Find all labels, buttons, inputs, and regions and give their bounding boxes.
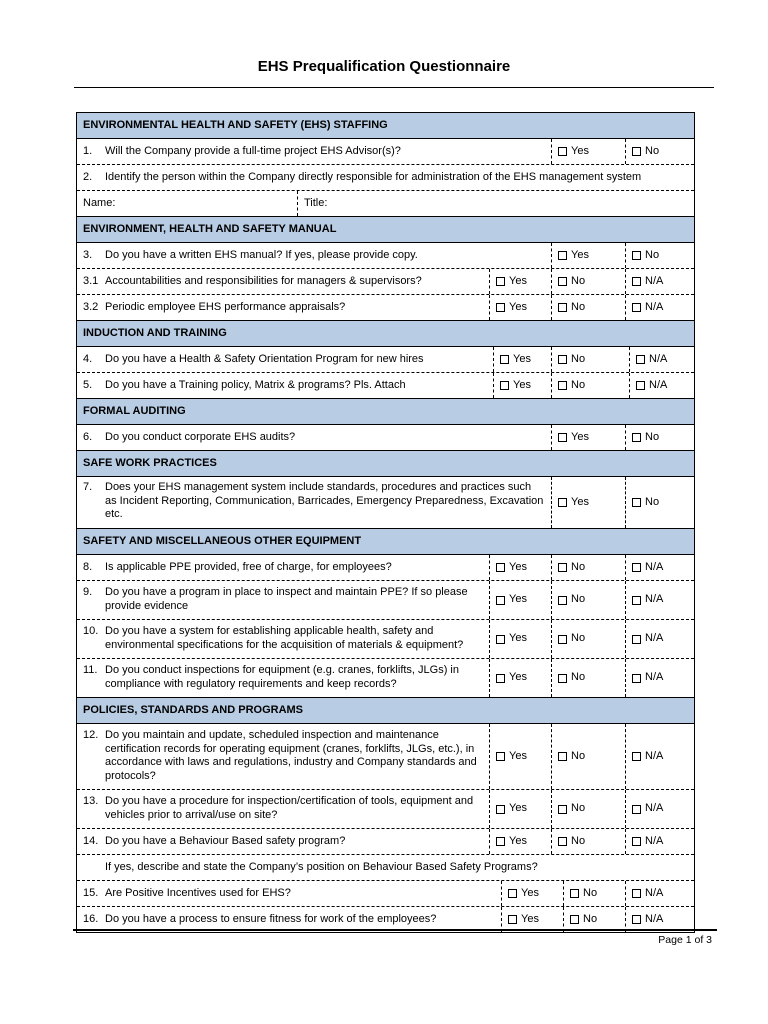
option-no[interactable]: No bbox=[563, 881, 625, 906]
option-no[interactable]: No bbox=[625, 139, 694, 164]
question-row-3 bbox=[77, 243, 694, 269]
option-no[interactable]: No bbox=[563, 907, 625, 932]
question-text: Will the Company provide a full-time project EHS Advisor(s)? bbox=[105, 144, 401, 157]
checkbox-na[interactable] bbox=[632, 277, 641, 286]
question-row-3-2 bbox=[77, 295, 694, 321]
title-field[interactable]: Title: bbox=[297, 191, 694, 216]
question-number: 10. bbox=[83, 625, 99, 637]
question-text: Do you conduct corporate EHS audits? bbox=[105, 430, 296, 443]
checkbox-no[interactable] bbox=[558, 805, 567, 814]
option-no[interactable]: No bbox=[551, 373, 629, 398]
question-number: 4. bbox=[83, 352, 93, 365]
question-text: Accountabilities and responsibilities for managers & supervisors? bbox=[105, 274, 422, 287]
question-row-14-note bbox=[77, 855, 694, 881]
questionnaire-table bbox=[76, 112, 695, 933]
checkbox-na[interactable] bbox=[632, 674, 641, 683]
option-yes[interactable]: Yes bbox=[489, 581, 551, 619]
section-title: POLICIES, STANDARDS AND PROGRAMS bbox=[83, 703, 304, 716]
option-yes[interactable]: Yes bbox=[551, 425, 625, 450]
option-no[interactable]: No bbox=[625, 243, 694, 268]
question-text: Do you have a written EHS manual? If yes, please provide copy. bbox=[105, 248, 418, 261]
checkbox-na[interactable] bbox=[632, 837, 641, 846]
checkbox-yes[interactable] bbox=[500, 381, 509, 390]
section-title: ENVIRONMENTAL HEALTH AND SAFETY (EHS) STAFFING bbox=[83, 118, 388, 131]
option-na[interactable]: N/A bbox=[625, 907, 694, 932]
question-row-10 bbox=[77, 620, 694, 659]
option-yes[interactable]: Yes bbox=[551, 477, 625, 528]
checkbox-na[interactable] bbox=[632, 805, 641, 814]
name-field[interactable]: Name: bbox=[83, 196, 116, 209]
checkbox-na[interactable] bbox=[636, 355, 645, 364]
question-text: If yes, describe and state the Company’s position on Behaviour Based Safety Programs? bbox=[105, 860, 538, 873]
option-na[interactable]: N/A bbox=[625, 829, 694, 854]
checkbox-no[interactable] bbox=[558, 563, 567, 572]
checkbox-yes[interactable] bbox=[508, 889, 517, 898]
checkbox-yes[interactable] bbox=[496, 635, 505, 644]
option-na[interactable]: N/A bbox=[625, 620, 694, 658]
option-na[interactable]: N/A bbox=[625, 269, 694, 294]
section-title: ENVIRONMENT, HEALTH AND SAFETY MANUAL bbox=[83, 222, 337, 235]
checkbox-na[interactable] bbox=[632, 303, 641, 312]
checkbox-yes[interactable] bbox=[496, 277, 505, 286]
option-no[interactable]: No bbox=[551, 829, 625, 854]
option-na[interactable]: N/A bbox=[629, 347, 694, 372]
option-yes[interactable]: Yes bbox=[551, 243, 625, 268]
checkbox-yes[interactable] bbox=[508, 915, 517, 924]
checkbox-no[interactable] bbox=[632, 433, 641, 442]
checkbox-na[interactable] bbox=[636, 381, 645, 390]
option-yes[interactable]: Yes bbox=[489, 295, 551, 320]
checkbox-no[interactable] bbox=[558, 277, 567, 286]
checkbox-no[interactable] bbox=[558, 355, 567, 364]
section-title: SAFETY AND MISCELLANEOUS OTHER EQUIPMENT bbox=[83, 534, 362, 547]
question-text: Do you conduct inspections for equipment (e.g. cranes, forklifts, JLGs) in compliance with regulatory requirements and keep records? bbox=[105, 664, 459, 690]
question-row-8 bbox=[77, 555, 694, 581]
checkbox-yes[interactable] bbox=[500, 355, 509, 364]
question-text: Do you have a procedure for inspection/certification of tools, equipment and vehicles prior to arrival/use on site? bbox=[105, 795, 474, 821]
question-text: Identify the person within the Company directly responsible for administration of the EHS management system bbox=[105, 170, 642, 183]
question-number: 2. bbox=[83, 170, 93, 183]
section-header-manual bbox=[77, 217, 694, 243]
question-number: 11. bbox=[83, 664, 98, 676]
question-number: 9. bbox=[83, 586, 93, 598]
option-no[interactable]: No bbox=[551, 790, 625, 828]
question-text: Do you have a process to ensure fitness for work of the employees? bbox=[105, 912, 437, 925]
question-number: 1. bbox=[83, 144, 93, 157]
question-number: 8. bbox=[83, 560, 93, 573]
option-no[interactable]: No bbox=[551, 269, 625, 294]
option-no[interactable]: No bbox=[551, 347, 629, 372]
checkbox-na[interactable] bbox=[632, 889, 641, 898]
question-row-11 bbox=[77, 659, 694, 698]
option-yes[interactable]: Yes bbox=[489, 659, 551, 697]
section-header-equipment bbox=[77, 529, 694, 555]
option-yes[interactable]: Yes bbox=[493, 347, 551, 372]
checkbox-no[interactable] bbox=[632, 147, 641, 156]
option-yes[interactable]: Yes bbox=[501, 907, 563, 932]
section-title: SAFE WORK PRACTICES bbox=[83, 456, 217, 469]
checkbox-no[interactable] bbox=[558, 752, 567, 761]
option-no[interactable]: No bbox=[551, 581, 625, 619]
question-row-13 bbox=[77, 790, 694, 829]
footer-rule bbox=[73, 929, 717, 931]
question-number: 6. bbox=[83, 430, 93, 443]
option-no[interactable]: No bbox=[551, 724, 625, 789]
option-no[interactable]: No bbox=[551, 620, 625, 658]
section-header-auditing bbox=[77, 399, 694, 425]
checkbox-yes[interactable] bbox=[558, 498, 567, 507]
option-yes[interactable]: Yes bbox=[489, 269, 551, 294]
option-na[interactable]: N/A bbox=[625, 295, 694, 320]
checkbox-yes[interactable] bbox=[496, 563, 505, 572]
name-title-row bbox=[77, 191, 694, 217]
question-text: Do you have a Health & Safety Orientation Program for new hires bbox=[105, 352, 424, 365]
question-row-9 bbox=[77, 581, 694, 620]
option-yes[interactable]: Yes bbox=[489, 790, 551, 828]
checkbox-no[interactable] bbox=[632, 498, 641, 507]
question-text: Do you have a Behaviour Based safety program? bbox=[105, 834, 346, 847]
option-na[interactable]: N/A bbox=[625, 881, 694, 906]
checkbox-no[interactable] bbox=[570, 915, 579, 924]
question-number: 7. bbox=[83, 481, 93, 493]
checkbox-no[interactable] bbox=[558, 674, 567, 683]
section-header-policies bbox=[77, 698, 694, 724]
option-no[interactable]: No bbox=[551, 295, 625, 320]
option-no[interactable]: No bbox=[551, 659, 625, 697]
question-row-12 bbox=[77, 724, 694, 790]
checkbox-no[interactable] bbox=[558, 837, 567, 846]
checkbox-no[interactable] bbox=[558, 303, 567, 312]
option-yes[interactable]: Yes bbox=[493, 373, 551, 398]
question-number: 3. bbox=[83, 248, 93, 261]
question-text: Do you have a Training policy, Matrix & programs? Pls. Attach bbox=[105, 378, 406, 391]
question-row-15 bbox=[77, 881, 694, 907]
option-na[interactable]: N/A bbox=[629, 373, 694, 398]
question-text: Does your EHS management system include standards, procedures and practices such as Incident Reporting, Communication, Barricades, Emergency Preparedness, Excavation etc. bbox=[105, 481, 544, 520]
checkbox-yes[interactable] bbox=[496, 596, 505, 605]
checkbox-no[interactable] bbox=[632, 251, 641, 260]
checkbox-no[interactable] bbox=[558, 635, 567, 644]
checkbox-yes[interactable] bbox=[496, 303, 505, 312]
section-header-induction bbox=[77, 321, 694, 347]
header-rule bbox=[74, 87, 714, 88]
question-number: 12. bbox=[83, 729, 99, 741]
question-number: 5. bbox=[83, 378, 93, 391]
option-na[interactable]: N/A bbox=[625, 724, 694, 789]
option-no[interactable]: No bbox=[625, 425, 694, 450]
checkbox-no[interactable] bbox=[570, 889, 579, 898]
question-row-1 bbox=[77, 139, 694, 165]
question-row-5 bbox=[77, 373, 694, 399]
question-row-6 bbox=[77, 425, 694, 451]
option-yes[interactable]: Yes bbox=[489, 829, 551, 854]
question-text: Is applicable PPE provided, free of charge, for employees? bbox=[105, 560, 392, 573]
question-row-2 bbox=[77, 165, 694, 191]
question-text: Do you have a program in place to inspect and maintain PPE? If so please provide evidence bbox=[105, 586, 468, 612]
option-yes[interactable]: Yes bbox=[489, 724, 551, 789]
question-number: 3.2 bbox=[83, 300, 99, 313]
option-na[interactable]: N/A bbox=[625, 790, 694, 828]
option-yes[interactable]: Yes bbox=[489, 555, 551, 580]
checkbox-na[interactable] bbox=[632, 563, 641, 572]
checkbox-yes[interactable] bbox=[496, 752, 505, 761]
question-text: Periodic employee EHS performance appraisals? bbox=[105, 300, 346, 313]
question-number: 13. bbox=[83, 795, 99, 807]
option-na[interactable]: N/A bbox=[625, 581, 694, 619]
question-number: 14. bbox=[83, 834, 99, 847]
option-yes[interactable]: Yes bbox=[501, 881, 563, 906]
checkbox-na[interactable] bbox=[632, 635, 641, 644]
question-row-14 bbox=[77, 829, 694, 855]
question-row-4 bbox=[77, 347, 694, 373]
checkbox-no[interactable] bbox=[558, 596, 567, 605]
checkbox-no[interactable] bbox=[558, 381, 567, 390]
section-header-staffing bbox=[77, 113, 694, 139]
section-title: INDUCTION AND TRAINING bbox=[83, 326, 227, 339]
option-yes[interactable]: Yes bbox=[489, 620, 551, 658]
question-text: Are Positive Incentives used for EHS? bbox=[105, 886, 291, 899]
option-na[interactable]: N/A bbox=[625, 555, 694, 580]
question-row-3-1 bbox=[77, 269, 694, 295]
checkbox-yes[interactable] bbox=[558, 147, 567, 156]
checkbox-na[interactable] bbox=[632, 752, 641, 761]
checkbox-yes[interactable] bbox=[558, 433, 567, 442]
question-number: 15. bbox=[83, 886, 99, 899]
question-number: 3.1 bbox=[83, 274, 99, 287]
page-number: Page 1 of 3 bbox=[658, 934, 712, 946]
question-row-7 bbox=[77, 477, 694, 529]
checkbox-yes[interactable] bbox=[558, 251, 567, 260]
question-text: Do you have a system for establishing applicable health, safety and environmental specifications for the acquisition of materials & equipment? bbox=[105, 625, 464, 651]
checkbox-yes[interactable] bbox=[496, 837, 505, 846]
section-title: FORMAL AUDITING bbox=[83, 404, 186, 417]
option-na[interactable]: N/A bbox=[625, 659, 694, 697]
section-header-safework bbox=[77, 451, 694, 477]
checkbox-yes[interactable] bbox=[496, 674, 505, 683]
checkbox-yes[interactable] bbox=[496, 805, 505, 814]
question-text: Do you maintain and update, scheduled inspection and maintenance certification records for operating equipment (cranes, forklifts, JLGs, etc.), in accordance with laws and regulations, industry and Company standards and protocols? bbox=[105, 729, 477, 782]
question-number: 16. bbox=[83, 912, 99, 925]
page-title: EHS Prequalification Questionnaire bbox=[257, 58, 511, 75]
option-no[interactable]: No bbox=[551, 555, 625, 580]
option-no[interactable]: No bbox=[625, 477, 694, 528]
checkbox-na[interactable] bbox=[632, 915, 641, 924]
option-yes[interactable]: Yes bbox=[551, 139, 625, 164]
checkbox-na[interactable] bbox=[632, 596, 641, 605]
